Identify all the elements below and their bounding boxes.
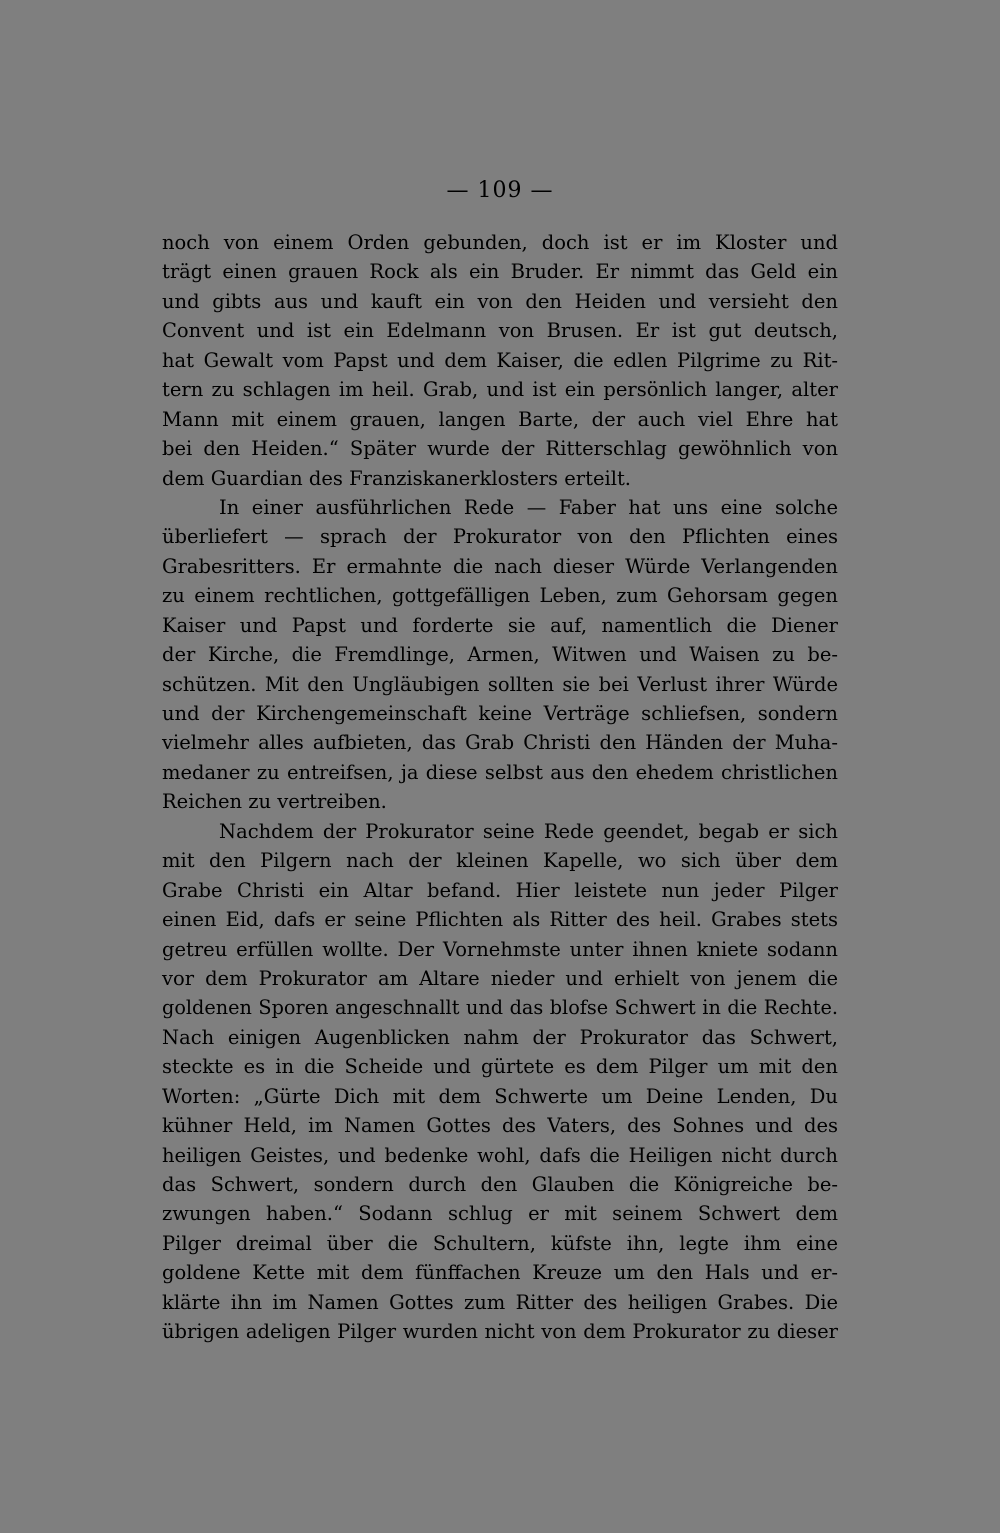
text-line: tern zu schlagen im heil. Grab, und ist ein persönlich langer, alter	[162, 378, 838, 402]
text-line: Worten: „Gürte Dich mit dem Schwerte um Deine Lenden, Du	[162, 1084, 838, 1108]
text-line: Mann mit einem grauen, langen Barte, der auch viel Ehre hat	[162, 407, 838, 431]
text-line: und gibts aus und kauft ein von den Heiden und versieht den	[162, 289, 838, 313]
text-line: heiligen Geistes, und bedenke wohl, dafs die Heiligen nicht durch	[162, 1143, 838, 1167]
text-line: schützen. Mit den Ungläubigen sollten sie bei Verlust ihrer Würde	[162, 672, 838, 696]
text-line: Nachdem der Prokurator seine Rede geendet, begab er sich	[219, 819, 838, 843]
text-line: Nach einigen Augenblicken nahm der Prokurator das Schwert,	[162, 1025, 838, 1049]
text-line: vielmehr alles aufbieten, das Grab Christi den Händen der Muha-	[162, 731, 838, 755]
text-line: übrigen adeligen Pilger wurden nicht von dem Prokurator zu dieser	[162, 1320, 838, 1344]
text-line: das Schwert, sondern durch den Glauben die Königreiche be-	[162, 1173, 838, 1196]
text-line: bei den Heiden.“ Später wurde der Ritterschlag gewöhnlich von	[162, 437, 838, 461]
text-line: vor dem Prokurator am Altare nieder und erhielt von jenem die	[162, 966, 838, 990]
text-line: und der Kirchengemeinschaft keine Verträge schliefsen, sondern	[162, 702, 838, 725]
text-line: getreu erfüllen wollte. Der Vornehmste unter ihnen kniete sodann	[162, 937, 838, 961]
body-text	[162, 228, 838, 1347]
text-line: Reichen zu vertreiben.	[162, 790, 387, 814]
text-line: Grabe Christi ein Altar befand. Hier leistete nun jeder Pilger	[162, 878, 838, 902]
text-line: In einer ausführlichen Rede — Faber hat uns eine solche	[219, 495, 838, 519]
text-line: medaner zu entreifsen, ja diese selbst aus den ehedem christlichen	[162, 760, 838, 784]
page-number: — 109 —	[446, 178, 554, 203]
text-line: goldene Kette mit dem fünffachen Kreuze um den Hals und er-	[162, 1261, 838, 1285]
text-line: Convent und ist ein Edelmann von Brusen. Er ist gut deutsch,	[162, 319, 838, 343]
text-line: steckte es in die Scheide und gürtete es dem Pilger um mit den	[162, 1055, 838, 1079]
text-line: einen Eid, dafs er seine Pflichten als Ritter des heil. Grabes stets	[162, 908, 838, 932]
text-line: goldenen Sporen angeschnallt und das blofse Schwert in die Rechte.	[162, 996, 838, 1020]
text-line: der Kirche, die Fremdlinge, Armen, Witwen und Waisen zu be-	[162, 643, 838, 667]
text-line: trägt einen grauen Rock als ein Bruder. Er nimmt das Geld ein	[162, 260, 838, 284]
text-line: zwungen haben.“ Sodann schlug er mit seinem Schwert dem	[162, 1202, 838, 1226]
text-line: Kaiser und Papst und forderte sie auf, namentlich die Diener	[162, 613, 838, 637]
text-line: dem Guardian des Franziskanerklosters erteilt.	[162, 466, 631, 490]
text-line: hat Gewalt vom Papst und dem Kaiser, die edlen Pilgrime zu Rit-	[162, 348, 838, 372]
text-line: Grabesritters. Er ermahnte die nach dieser Würde Verlangenden	[162, 554, 838, 578]
text-line: klärte ihn im Namen Gottes zum Ritter des heiligen Grabes. Die	[162, 1290, 838, 1314]
text-line: Pilger dreimal über die Schultern, küfste ihn, legte ihm eine	[162, 1231, 838, 1255]
text-line: mit den Pilgern nach der kleinen Kapelle, wo sich über dem	[162, 849, 838, 873]
text-line: überliefert — sprach der Prokurator von den Pflichten eines	[162, 525, 838, 549]
text-line: kühner Held, im Namen Gottes des Vaters, des Sohnes und des	[162, 1114, 838, 1138]
text-line: zu einem rechtlichen, gottgefälligen Leben, zum Gehorsam gegen	[162, 584, 838, 608]
text-line: noch von einem Orden gebunden, doch ist er im Kloster und	[162, 231, 838, 254]
